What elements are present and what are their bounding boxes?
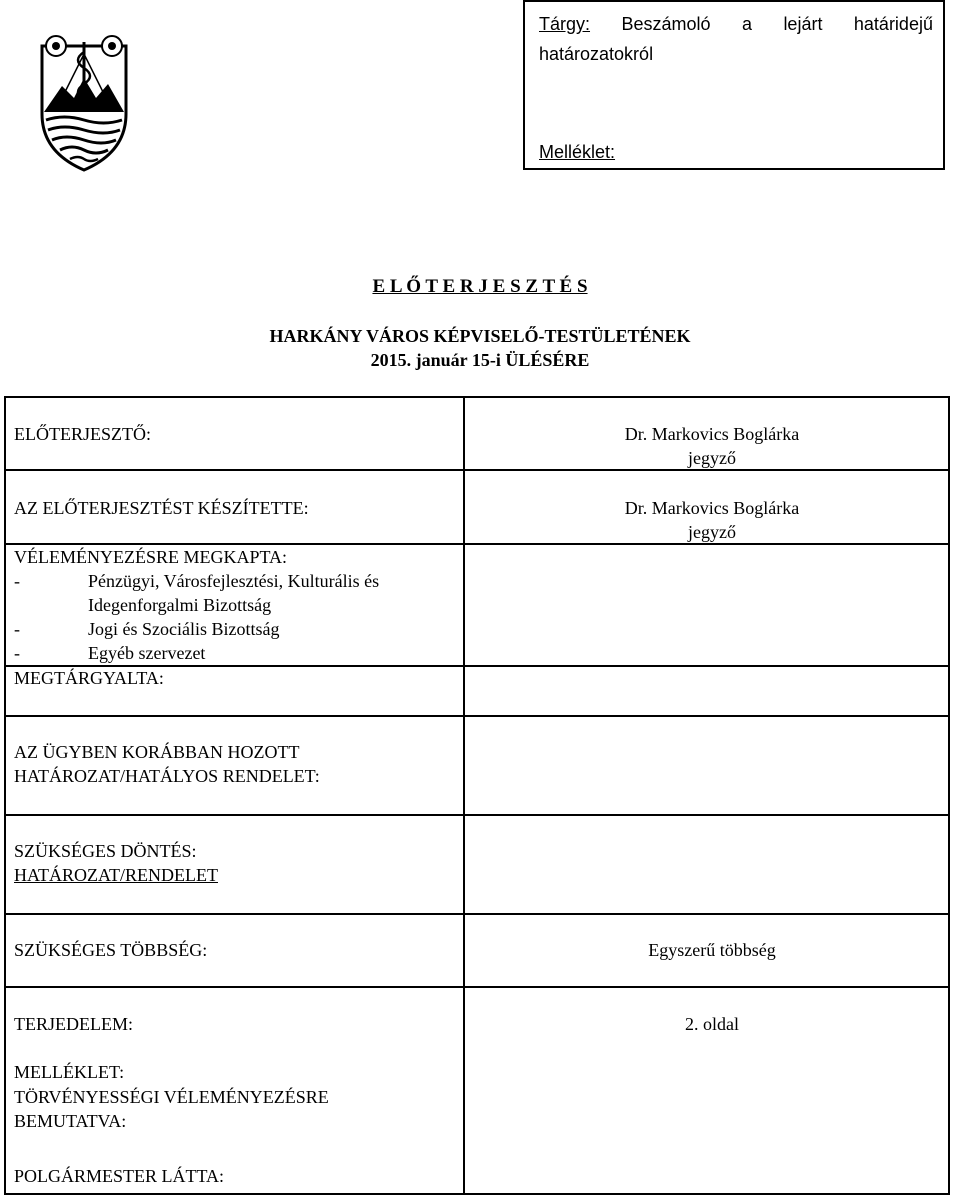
table-border — [4, 1193, 950, 1195]
required-decision-type: HATÁROZAT/RENDELET — [14, 865, 218, 885]
earlier-decision-label: AZ ÜGYBEN KORÁBBAN HOZOTT — [14, 742, 300, 762]
subject-word: Beszámoló — [621, 14, 711, 34]
received-item-text: Idegenforgalmi Bizottság — [88, 595, 272, 615]
prepared-by-role: jegyző — [688, 522, 736, 542]
subject-word: határidejű — [853, 14, 933, 34]
coat-of-arms-icon — [34, 34, 134, 174]
subject-word: a — [741, 14, 752, 34]
session-date: 2015. január 15-i ÜLÉSÉRE — [370, 350, 590, 370]
majority-value: Egyszerű többség — [648, 940, 776, 960]
proposal-table — [4, 396, 950, 1196]
mayor-seen-label: POLGÁRMESTER LÁTTA: — [14, 1166, 225, 1186]
row-divider — [4, 715, 950, 717]
received-item: - — [14, 571, 20, 591]
received-label: VÉLEMÉNYEZÉSRE MEGKAPTA: — [14, 547, 288, 567]
presenter-role: jegyző — [688, 448, 736, 468]
row-divider — [4, 986, 950, 988]
presenter-label: ELŐTERJESZTŐ: — [14, 424, 151, 444]
prepared-by-label: AZ ELŐTERJESZTÉST KÉSZÍTETTE: — [14, 498, 309, 518]
row-divider — [4, 814, 950, 816]
document-title: E L Ő T E R J E S Z T É S — [372, 276, 588, 297]
subject-word: lejárt — [783, 14, 823, 34]
subject-line — [539, 14, 933, 35]
subject-label: Tárgy: — [539, 14, 591, 34]
discussed-label: MEGTÁRGYALTA: — [14, 668, 164, 688]
earlier-decision-label-2: HATÁROZAT/HATÁLYOS RENDELET: — [14, 766, 320, 786]
extent-label: TERJEDELEM: — [14, 1014, 133, 1034]
majority-label: SZÜKSÉGES TÖBBSÉG: — [14, 940, 208, 960]
received-item-text: Jogi és Szociális Bizottság — [88, 619, 280, 639]
received-item: - — [14, 643, 20, 663]
table-border — [4, 396, 950, 398]
received-item: - — [14, 619, 20, 639]
table-border — [4, 396, 6, 1195]
document-subtitle: HARKÁNY VÁROS KÉPVISELŐ-TESTÜLETÉNEK — [269, 326, 691, 346]
subject-continuation: határozatokról — [539, 44, 654, 64]
subject-box — [523, 0, 945, 170]
legal-review-label-2: BEMUTATVA: — [14, 1111, 127, 1131]
row-divider — [4, 913, 950, 915]
presenter-name: Dr. Markovics Boglárka — [624, 424, 800, 444]
required-decision-label: SZÜKSÉGES DÖNTÉS: — [14, 841, 197, 861]
extent-value: 2. oldal — [685, 1014, 739, 1034]
prepared-by-name: Dr. Markovics Boglárka — [624, 498, 800, 518]
column-divider — [463, 396, 465, 1195]
attachment-label: Melléklet: — [539, 142, 616, 162]
received-item-text: Pénzügyi, Városfejlesztési, Kulturális és — [88, 571, 380, 591]
attachments-label: MELLÉKLET: — [14, 1062, 125, 1082]
legal-review-label: TÖRVÉNYESSÉGI VÉLEMÉNYEZÉSRE — [14, 1087, 329, 1107]
received-item-text: Egyéb szervezet — [88, 643, 206, 663]
